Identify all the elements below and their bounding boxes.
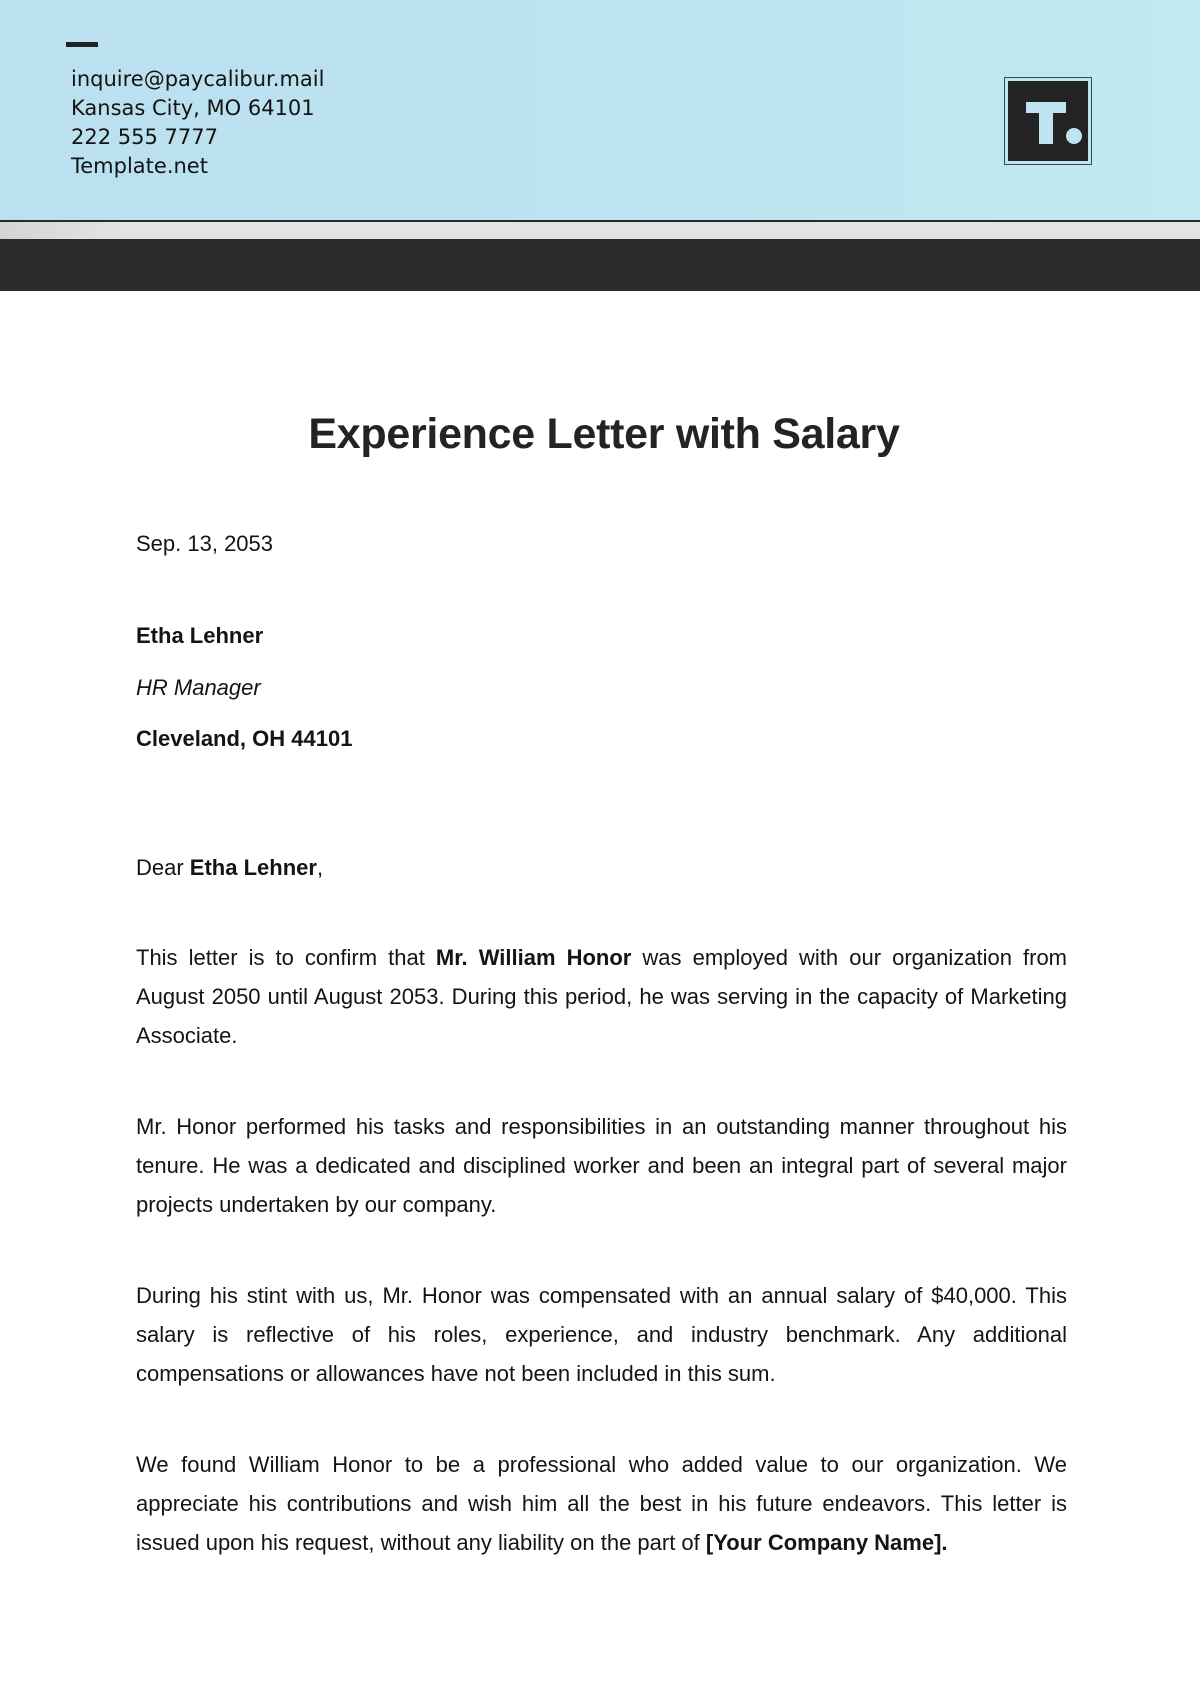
paragraph-closing xyxy=(136,1445,1067,1562)
decorative-dash xyxy=(66,42,98,47)
contact-block xyxy=(71,65,324,181)
contact-email[interactable]: inquire@paycalibur.mail xyxy=(71,67,325,91)
recipient-title: HR Manager xyxy=(136,675,261,700)
contact-address: Kansas City, MO 64101 xyxy=(71,96,315,120)
recipient-name: Etha Lehner xyxy=(136,623,264,648)
letterhead xyxy=(0,0,1200,220)
p1-post: was employed with our organization from August 2050 until August 2053. During this period, he was serving in the capacity of Marketing Associate. xyxy=(136,945,1067,1048)
paragraph-performance: Mr. Honor performed his tasks and responsibilities in an outstanding manner throughout his tenure. He was a dedicated and disciplined worker and been an integral part of several major projects undertaken by our company. xyxy=(136,1114,1067,1217)
p1-pre: This letter is to confirm that xyxy=(136,945,436,970)
template-logo-icon xyxy=(1004,77,1092,165)
letter-date: Sep. 13, 2053 xyxy=(136,531,274,556)
paragraph-salary: During his stint with us, Mr. Honor was compensated with an annual salary of $40,000. This salary is reflective of his roles, experience, and industry benchmark. Any additional compensations or allowances have not been included in this sum. xyxy=(136,1283,1067,1386)
company-name-placeholder: [Your Company Name]. xyxy=(705,1530,948,1555)
salutation-name: Etha Lehner xyxy=(189,855,317,880)
logo-mark xyxy=(1008,81,1088,161)
salutation-prefix: Dear xyxy=(136,855,190,880)
employee-name: Mr. William Honor xyxy=(435,945,632,970)
paragraph-employment xyxy=(136,938,1067,1055)
contact-phone[interactable]: 222 555 7777 xyxy=(71,125,218,149)
recipient-city: Cleveland, OH 44101 xyxy=(136,726,353,751)
p4-pre: We found William Honor to be a professional who added value to our organization. We appreciate his contributions and wish him all the best in his future endeavors. This letter is issued upon his request, without any liability on the part of xyxy=(136,1452,1067,1555)
header-dark-band xyxy=(0,239,1200,291)
salutation-suffix: , xyxy=(316,855,324,880)
logo-t-stem xyxy=(1039,102,1053,144)
document-title: Experience Letter with Salary xyxy=(308,410,900,458)
salutation xyxy=(136,848,1067,887)
header-gray-band xyxy=(0,222,1200,239)
logo-dot xyxy=(1066,128,1082,144)
contact-website[interactable]: Template.net xyxy=(71,154,208,178)
